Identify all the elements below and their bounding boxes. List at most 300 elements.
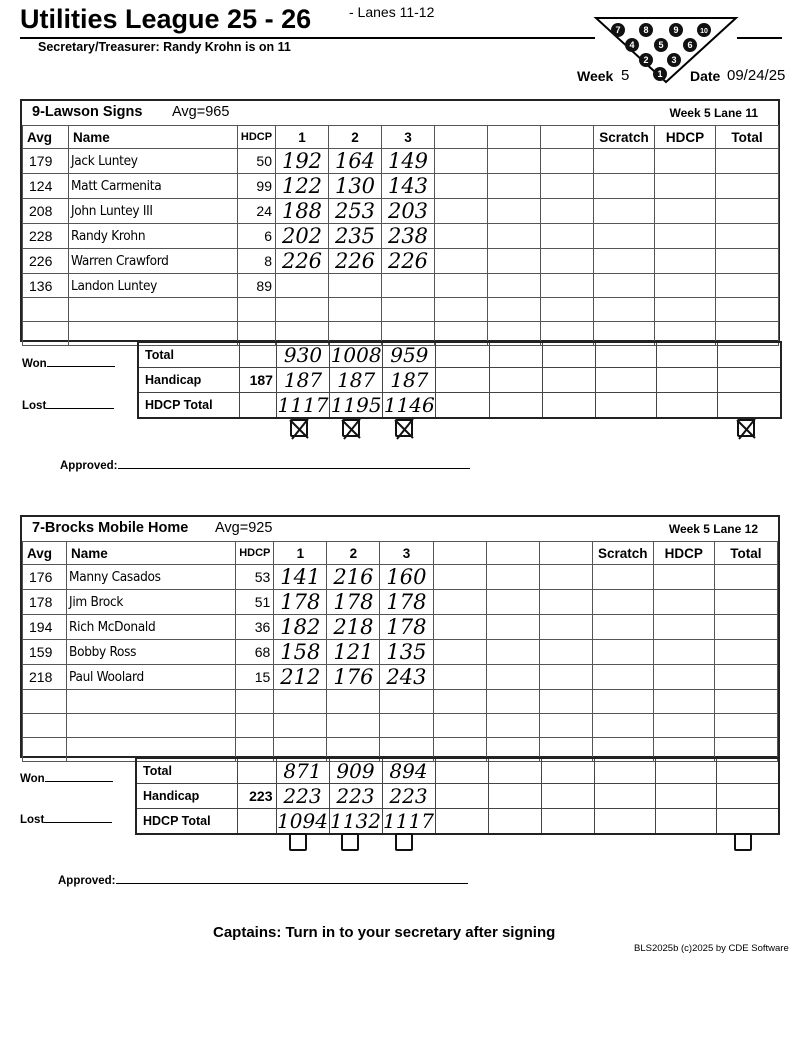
- blank-cell[interactable]: [436, 342, 489, 368]
- hdcp-cell[interactable]: [655, 174, 716, 199]
- scratch-cell[interactable]: [592, 714, 653, 738]
- bowler-avg: 194: [23, 615, 67, 640]
- blank-cell[interactable]: [539, 714, 592, 738]
- bowler-hdcp: 8: [238, 249, 276, 274]
- col-scratch: Scratch: [592, 542, 653, 565]
- game-1-value[interactable]: 223: [276, 784, 329, 809]
- bowler-name: Warren Crawford: [69, 249, 238, 274]
- game-win-checkbox[interactable]: [395, 833, 413, 851]
- pin-number: 1: [657, 69, 663, 79]
- col-avg: Avg: [23, 542, 67, 565]
- bowler-name: Landon Luntey: [69, 274, 238, 298]
- game-2-score[interactable]: 216: [327, 565, 380, 590]
- week-label: Week: [577, 68, 614, 84]
- game-2-score[interactable]: 226: [329, 249, 382, 274]
- pin-number: 2: [643, 55, 649, 65]
- blank-cell[interactable]: [541, 758, 594, 784]
- blank-cell[interactable]: [541, 274, 594, 298]
- scratch-cell[interactable]: [592, 615, 653, 640]
- check-mark-icon: [288, 417, 312, 441]
- blank-cell[interactable]: [486, 665, 539, 690]
- total-row: [138, 342, 781, 368]
- blank-cell[interactable]: [488, 298, 541, 322]
- approved-field[interactable]: [58, 873, 468, 887]
- col-total: Total: [716, 126, 779, 149]
- game-1-score[interactable]: 226: [276, 249, 329, 274]
- hdcp-cell[interactable]: [655, 809, 716, 835]
- hdcp-cell[interactable]: [655, 298, 716, 322]
- approved-field[interactable]: [60, 458, 470, 472]
- blank-cell[interactable]: [488, 199, 541, 224]
- total-cell[interactable]: [716, 809, 779, 835]
- blank-cell[interactable]: [486, 565, 539, 590]
- game-2-score[interactable]: [329, 274, 382, 298]
- bowler-name: John Luntey III: [69, 199, 238, 224]
- game-3-score[interactable]: 178: [380, 615, 433, 640]
- hdcp-cell[interactable]: [657, 368, 718, 393]
- hdcp-cell[interactable]: [655, 758, 716, 784]
- pin-number: 3: [671, 55, 677, 65]
- total-cell[interactable]: [716, 784, 779, 809]
- game-2-score[interactable]: 121: [327, 640, 380, 665]
- game-1-score[interactable]: [274, 714, 327, 738]
- pin-number: 5: [658, 40, 664, 50]
- hdcp-cell[interactable]: [657, 393, 718, 419]
- blank-cell[interactable]: [435, 224, 488, 249]
- blank-cell[interactable]: [435, 758, 488, 784]
- game-win-checkbox[interactable]: [395, 419, 413, 437]
- team-handicap-value: 187: [239, 368, 276, 393]
- bowler-hdcp: 50: [238, 149, 276, 174]
- total-cell[interactable]: [716, 149, 779, 174]
- blank-cell[interactable]: [488, 174, 541, 199]
- game-1-value[interactable]: 871: [276, 758, 329, 784]
- team-totals-1: [137, 341, 782, 419]
- col-name: Name: [69, 126, 238, 149]
- scratch-cell[interactable]: [594, 274, 655, 298]
- total-cell[interactable]: [718, 368, 781, 393]
- total-cell[interactable]: [716, 249, 779, 274]
- bowler-row: [23, 714, 778, 738]
- total-cell[interactable]: [716, 274, 779, 298]
- scratch-cell[interactable]: [592, 590, 653, 615]
- league-title: Utilities League 25 - 26: [20, 4, 312, 34]
- copyright: BLS2025b (c)2025 by CDE Software: [634, 943, 789, 954]
- game-1-score[interactable]: 188: [276, 199, 329, 224]
- total-row: [136, 758, 779, 784]
- bowler-hdcp: 89: [238, 274, 276, 298]
- game-win-checkbox[interactable]: [341, 833, 359, 851]
- game-2-value[interactable]: 1195: [330, 393, 382, 417]
- lost-field[interactable]: [20, 812, 112, 826]
- bowler-row: [23, 565, 778, 590]
- total-cell[interactable]: [714, 565, 777, 590]
- hdcp-cell[interactable]: [657, 342, 718, 368]
- blank-cell[interactable]: [433, 665, 486, 690]
- scratch-cell[interactable]: [594, 784, 655, 809]
- bowler-row: [23, 249, 779, 274]
- blank-cell[interactable]: [488, 149, 541, 174]
- total-cell[interactable]: [716, 224, 779, 249]
- scratch-cell[interactable]: [594, 758, 655, 784]
- game-1-score[interactable]: 212: [274, 665, 327, 690]
- check-mark-icon: [393, 417, 417, 441]
- won-label: Won: [20, 773, 45, 785]
- blank-cell[interactable]: [435, 149, 488, 174]
- game-2-score[interactable]: [327, 714, 380, 738]
- game-2-score[interactable]: 176: [327, 665, 380, 690]
- scratch-cell[interactable]: [594, 199, 655, 224]
- blank-cell[interactable]: [435, 809, 488, 835]
- game-1-score[interactable]: 202: [276, 224, 329, 249]
- col-avg: Avg: [23, 126, 69, 149]
- blank-cell[interactable]: [435, 249, 488, 274]
- game-3-score[interactable]: [382, 274, 435, 298]
- game-1-score[interactable]: 178: [274, 590, 327, 615]
- blank-cell[interactable]: [486, 615, 539, 640]
- blank-cell[interactable]: [539, 615, 592, 640]
- date-label: Date: [690, 68, 721, 84]
- game-2-score[interactable]: 218: [327, 615, 380, 640]
- scratch-cell[interactable]: [594, 174, 655, 199]
- scratch-cell[interactable]: [592, 640, 653, 665]
- blank-cell[interactable]: [488, 274, 541, 298]
- blank-cell[interactable]: [433, 565, 486, 590]
- handicap-row: [136, 784, 779, 809]
- total-cell[interactable]: [714, 615, 777, 640]
- blank-cell[interactable]: [542, 393, 595, 419]
- lanes-label: - Lanes 11-12: [349, 4, 435, 20]
- col-blank: [435, 126, 488, 149]
- handicap-row: [138, 368, 781, 393]
- bowler-name: Bobby Ross: [67, 640, 236, 665]
- lost-label: Lost: [22, 400, 47, 412]
- scratch-cell[interactable]: [595, 368, 656, 393]
- game-win-checkbox[interactable]: [737, 419, 755, 437]
- blank-cell[interactable]: [541, 784, 594, 809]
- blank-cell[interactable]: [433, 690, 486, 714]
- won-field[interactable]: [22, 356, 115, 370]
- week-value: 5: [621, 67, 630, 84]
- total-cell[interactable]: [716, 758, 779, 784]
- blank-cell[interactable]: [435, 274, 488, 298]
- col-game1: 1: [274, 542, 327, 565]
- lost-field[interactable]: [22, 398, 114, 412]
- hdcp-cell[interactable]: [653, 640, 714, 665]
- game-1-score[interactable]: 122: [276, 174, 329, 199]
- col-blank: [486, 542, 539, 565]
- blank-cell[interactable]: [433, 640, 486, 665]
- game-3-score[interactable]: [380, 690, 433, 714]
- game-3-score[interactable]: [382, 298, 435, 322]
- hdcp-cell[interactable]: [653, 590, 714, 615]
- hdcp-cell[interactable]: [653, 714, 714, 738]
- total-cell[interactable]: [714, 714, 777, 738]
- blank-cell[interactable]: [486, 590, 539, 615]
- blank-cell[interactable]: [435, 298, 488, 322]
- game-2-score[interactable]: 130: [329, 174, 382, 199]
- game-win-checkbox[interactable]: [290, 419, 308, 437]
- game-1-score[interactable]: 182: [274, 615, 327, 640]
- col-hdcp: HDCP: [238, 126, 276, 149]
- bowler-hdcp: 99: [238, 174, 276, 199]
- bowler-row: [23, 615, 778, 640]
- scratch-cell[interactable]: [595, 393, 656, 419]
- bowler-hdcp: [236, 690, 274, 714]
- hdcp-cell[interactable]: [653, 565, 714, 590]
- scratch-cell[interactable]: [594, 224, 655, 249]
- bowler-hdcp: 36: [236, 615, 274, 640]
- game-3-score[interactable]: 243: [380, 665, 433, 690]
- hdcp-cell[interactable]: [653, 665, 714, 690]
- blank-cell[interactable]: [541, 149, 594, 174]
- bowler-avg: 208: [23, 199, 69, 224]
- blank-cell[interactable]: [542, 368, 595, 393]
- game-3-score[interactable]: 178: [380, 590, 433, 615]
- game-2-value[interactable]: 909: [329, 758, 382, 784]
- blank-cell[interactable]: [489, 368, 542, 393]
- team-average: Avg=965: [172, 104, 230, 120]
- blank-cell[interactable]: [542, 342, 595, 368]
- game-3-score[interactable]: 160: [380, 565, 433, 590]
- lost-label: Lost: [20, 814, 45, 826]
- blank-cell[interactable]: [486, 690, 539, 714]
- bowler-name: Manny Casados: [67, 565, 236, 590]
- game-1-score[interactable]: 158: [274, 640, 327, 665]
- bowler-row: [23, 174, 779, 199]
- blank-cell[interactable]: [489, 342, 542, 368]
- game-3-score[interactable]: 135: [380, 640, 433, 665]
- bowler-table: [22, 125, 779, 346]
- total-cell[interactable]: [714, 640, 777, 665]
- blank-cell[interactable]: [539, 565, 592, 590]
- hdcp-cell[interactable]: [653, 615, 714, 640]
- col-game3: 3: [382, 126, 435, 149]
- bowler-row: [23, 199, 779, 224]
- scratch-cell[interactable]: [594, 249, 655, 274]
- blank-cell[interactable]: [488, 809, 541, 835]
- team-handicap-value: [239, 393, 276, 419]
- hdcp-cell[interactable]: [653, 690, 714, 714]
- game-2-score[interactable]: [329, 298, 382, 322]
- bowler-name: Rich McDonald: [67, 615, 236, 640]
- hdcp-cell[interactable]: [655, 149, 716, 174]
- game-2-value[interactable]: 1008: [330, 343, 382, 367]
- bowler-row: [23, 274, 779, 298]
- game-3-value[interactable]: 959: [383, 342, 436, 368]
- scratch-cell[interactable]: [592, 565, 653, 590]
- blank-cell[interactable]: [435, 784, 488, 809]
- bowler-name: Randy Krohn: [69, 224, 238, 249]
- bowler-table: [22, 541, 778, 762]
- team-average: Avg=925: [215, 520, 273, 536]
- pin-number: 9: [673, 25, 679, 35]
- blank-cell[interactable]: [539, 665, 592, 690]
- bowler-avg: [23, 714, 67, 738]
- blank-cell[interactable]: [489, 393, 542, 419]
- column-header-row: [23, 542, 778, 565]
- bowler-avg: [23, 322, 69, 346]
- game-2-value[interactable]: 223: [329, 784, 382, 809]
- bowler-avg: 124: [23, 174, 69, 199]
- col-blank: [433, 542, 486, 565]
- scratch-cell[interactable]: [594, 149, 655, 174]
- row-label: Handicap: [138, 368, 239, 393]
- total-cell[interactable]: [716, 298, 779, 322]
- bowler-hdcp: 24: [238, 199, 276, 224]
- hdcp-cell[interactable]: [655, 199, 716, 224]
- blank-cell[interactable]: [488, 758, 541, 784]
- col-scratch: Scratch: [594, 126, 655, 149]
- pin-number: 10: [700, 28, 708, 35]
- won-field[interactable]: [20, 771, 113, 785]
- team-sheet-1: [20, 99, 780, 342]
- blank-cell[interactable]: [541, 809, 594, 835]
- game-3-value[interactable]: 1117: [383, 809, 434, 833]
- game-3-value[interactable]: 894: [382, 758, 435, 784]
- row-label: HDCP Total: [136, 809, 237, 835]
- header-rule-left: [20, 37, 595, 39]
- total-cell[interactable]: [714, 665, 777, 690]
- column-header-row: [23, 126, 779, 149]
- scratch-cell[interactable]: [595, 342, 656, 368]
- game-2-score[interactable]: 253: [329, 199, 382, 224]
- bowler-row: [23, 298, 779, 322]
- check-mark-icon: [735, 417, 759, 441]
- blank-cell[interactable]: [541, 199, 594, 224]
- col-game2: 2: [329, 126, 382, 149]
- blank-cell[interactable]: [539, 690, 592, 714]
- blank-cell[interactable]: [488, 249, 541, 274]
- game-2-score[interactable]: [327, 690, 380, 714]
- game-1-score[interactable]: [276, 298, 329, 322]
- bowler-row: [23, 690, 778, 714]
- blank-cell[interactable]: [433, 590, 486, 615]
- bowler-avg: [23, 738, 67, 762]
- game-3-value[interactable]: 187: [383, 368, 436, 393]
- team-header: [22, 517, 778, 542]
- game-3-score[interactable]: 203: [382, 199, 435, 224]
- secretary-line: Secretary/Treasurer: Randy Krohn is on 11: [38, 40, 291, 54]
- hdcp-total-row: [136, 809, 779, 835]
- game-1-value[interactable]: 1117: [277, 393, 329, 417]
- game-2-score[interactable]: 164: [329, 149, 382, 174]
- team-handicap-value: [237, 758, 276, 784]
- blank-cell[interactable]: [539, 590, 592, 615]
- approved-label: Approved:: [58, 875, 116, 887]
- game-3-score[interactable]: 149: [382, 149, 435, 174]
- team-sheet-2: [20, 515, 780, 758]
- game-win-checkbox[interactable]: [289, 833, 307, 851]
- blank-cell[interactable]: [541, 249, 594, 274]
- blank-cell[interactable]: [488, 224, 541, 249]
- blank-cell[interactable]: [433, 714, 486, 738]
- blank-cell[interactable]: [433, 615, 486, 640]
- col-blank: [488, 126, 541, 149]
- game-1-score[interactable]: [276, 274, 329, 298]
- game-3-value[interactable]: 1146: [383, 393, 435, 417]
- blank-cell[interactable]: [539, 640, 592, 665]
- game-3-value[interactable]: 223: [382, 784, 435, 809]
- scratch-cell[interactable]: [592, 690, 653, 714]
- week-lane: Week 5 Lane 12: [668, 522, 758, 536]
- game-2-value[interactable]: 187: [330, 368, 383, 393]
- total-cell[interactable]: [718, 393, 781, 419]
- bowler-name: Jim Brock: [67, 590, 236, 615]
- blank-cell[interactable]: [486, 640, 539, 665]
- blank-cell[interactable]: [436, 393, 489, 419]
- bowler-hdcp: 15: [236, 665, 274, 690]
- bowler-hdcp: 53: [236, 565, 274, 590]
- game-3-score[interactable]: 226: [382, 249, 435, 274]
- bowler-avg: 136: [23, 274, 69, 298]
- blank-cell[interactable]: [486, 714, 539, 738]
- won-label: Won: [22, 358, 47, 370]
- bowler-row: [23, 665, 778, 690]
- game-2-value[interactable]: 1132: [330, 809, 381, 833]
- scratch-cell[interactable]: [592, 665, 653, 690]
- bowler-name: Paul Woolard: [67, 665, 236, 690]
- col-blank: [539, 542, 592, 565]
- blank-cell[interactable]: [541, 298, 594, 322]
- total-cell[interactable]: [714, 690, 777, 714]
- hdcp-cell[interactable]: [655, 224, 716, 249]
- game-2-score[interactable]: 178: [327, 590, 380, 615]
- hdcp-cell[interactable]: [655, 784, 716, 809]
- bowler-name: Matt Carmenita: [69, 174, 238, 199]
- col-game3: 3: [380, 542, 433, 565]
- bowler-avg: 218: [23, 665, 67, 690]
- pin-number: 6: [687, 40, 693, 50]
- total-cell[interactable]: [714, 590, 777, 615]
- scratch-cell[interactable]: [594, 809, 655, 835]
- blank-cell[interactable]: [541, 174, 594, 199]
- game-1-score[interactable]: 141: [274, 565, 327, 590]
- blank-cell[interactable]: [435, 199, 488, 224]
- game-3-score[interactable]: 238: [382, 224, 435, 249]
- blank-cell[interactable]: [488, 784, 541, 809]
- team-name: 7-Brocks Mobile Home: [32, 520, 189, 536]
- game-1-score[interactable]: [274, 690, 327, 714]
- pin-number: 8: [643, 25, 649, 35]
- blank-cell[interactable]: [435, 174, 488, 199]
- bowler-hdcp: 51: [236, 590, 274, 615]
- team-handicap-value: [239, 342, 276, 368]
- hdcp-cell[interactable]: [655, 249, 716, 274]
- game-win-checkbox[interactable]: [734, 833, 752, 851]
- blank-cell[interactable]: [541, 224, 594, 249]
- game-2-score[interactable]: 235: [329, 224, 382, 249]
- game-win-checkbox[interactable]: [342, 419, 360, 437]
- game-1-score[interactable]: 192: [276, 149, 329, 174]
- hdcp-cell[interactable]: [655, 274, 716, 298]
- blank-cell[interactable]: [436, 368, 489, 393]
- col-hdcp: HDCP: [236, 542, 274, 565]
- row-label: Total: [138, 342, 239, 368]
- week-lane: Week 5 Lane 11: [669, 106, 758, 120]
- total-cell[interactable]: [716, 199, 779, 224]
- total-cell[interactable]: [718, 342, 781, 368]
- bowler-avg: [23, 298, 69, 322]
- game-1-value[interactable]: 1094: [277, 809, 328, 833]
- game-3-score[interactable]: 143: [382, 174, 435, 199]
- game-3-score[interactable]: [380, 714, 433, 738]
- total-cell[interactable]: [716, 174, 779, 199]
- game-1-value[interactable]: 187: [276, 368, 329, 393]
- game-1-value[interactable]: 930: [276, 342, 329, 368]
- team-totals-2: [135, 757, 780, 835]
- scratch-cell[interactable]: [594, 298, 655, 322]
